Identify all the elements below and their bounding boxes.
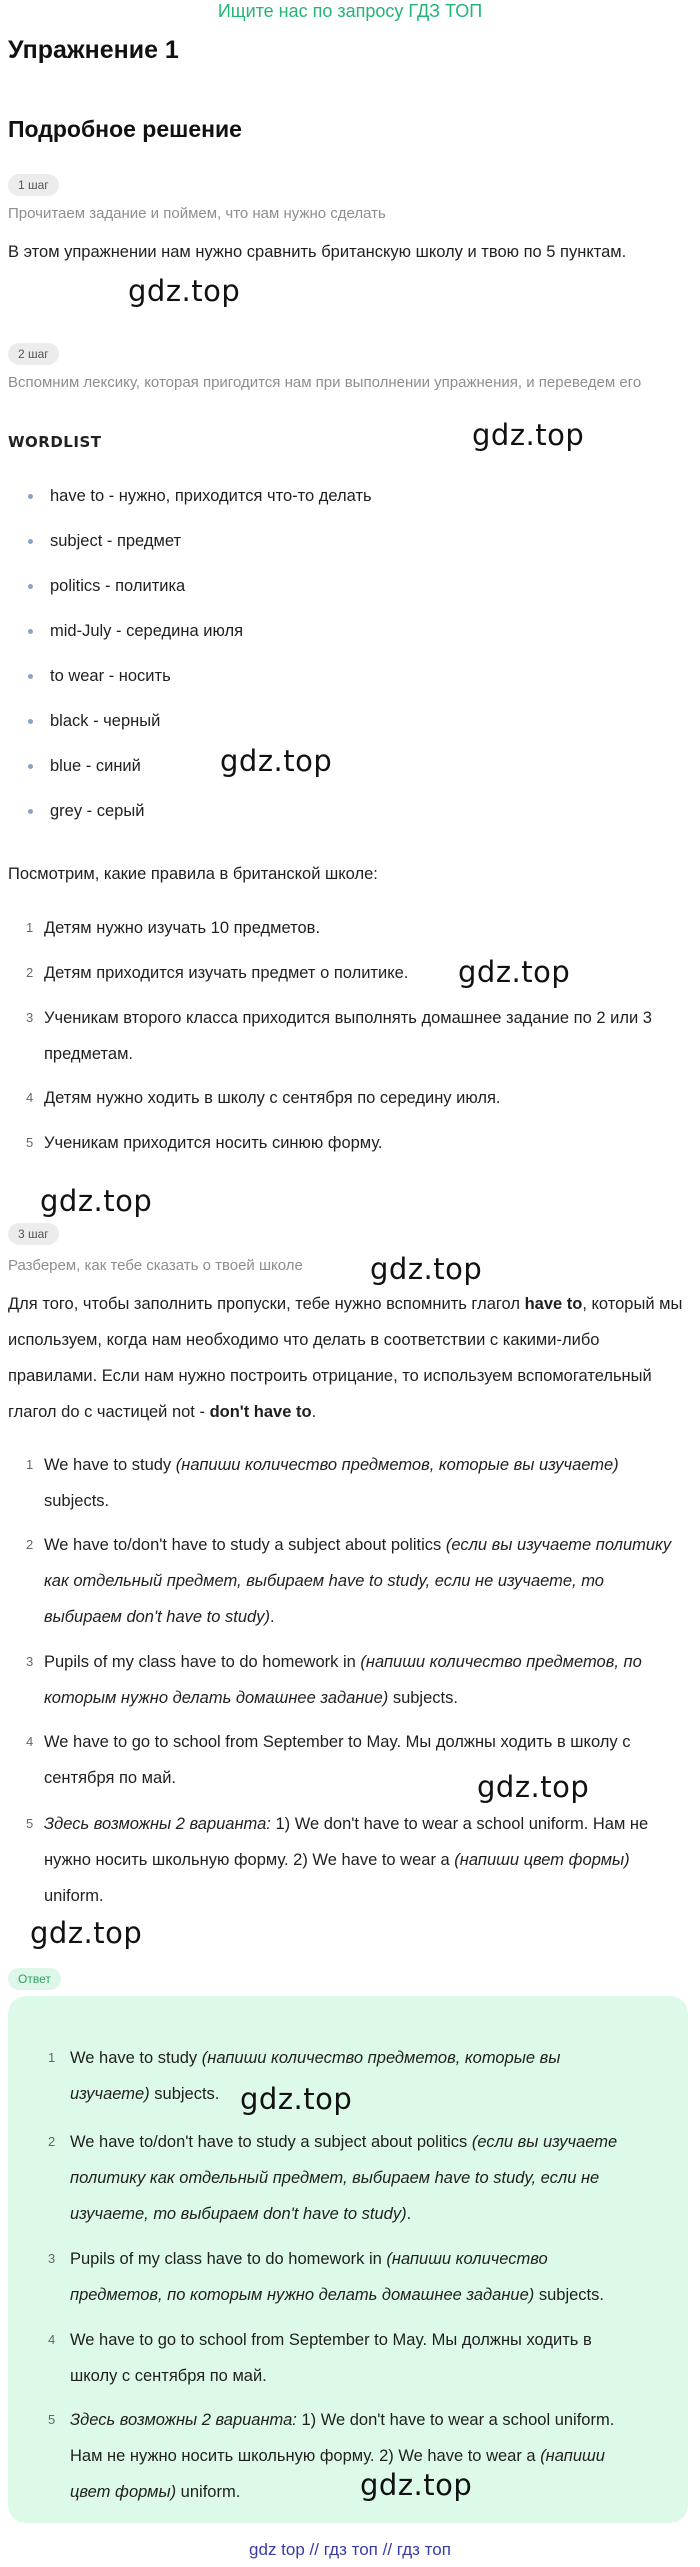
section-title: Подробное решение [8, 116, 242, 142]
item-number: 1 [48, 2050, 56, 2065]
item-italic: (если вы изучаете политику как отдельный предмет, выбираем have to study, если не изучаете, то выбираем don't have to study) [70, 2133, 618, 2223]
step-1-text: В этом упражнении нам нужно сравнить британскую школу и твою по 5 пунктам. [8, 243, 627, 261]
watermark: gdz.top [240, 2082, 353, 2116]
item-part: uniform. [176, 2483, 241, 2501]
item-number: 4 [48, 2332, 56, 2347]
item-part: Pupils of my class have to do homework in [44, 1653, 361, 1671]
footer-link[interactable]: гдз топ [396, 2540, 451, 2559]
item-part: We have to go to school from September to May. Мы должны ходить в школу с сентября по май. [44, 1733, 631, 1787]
rule-text: Детям нужно ходить в школу с сентября по середину июля. [44, 1089, 501, 1107]
wordlist-title: WORDLIST [8, 433, 102, 451]
watermark: gdz.top [220, 744, 333, 778]
watermark: gdz.top [360, 2468, 473, 2502]
item-italic: (напиши количество предметов, по которым нужно делать домашнее задание) [70, 2250, 548, 2304]
rule-item [26, 1080, 686, 1116]
exercise-item [26, 1447, 686, 1519]
item-text [48, 2241, 628, 2313]
rule-number: 2 [26, 965, 34, 980]
item-part: We have to study [70, 2049, 202, 2067]
word-list [8, 482, 680, 842]
rule-number: 1 [26, 920, 34, 935]
footer-separator: // [309, 2540, 319, 2559]
item-text [26, 1644, 686, 1716]
item-number: 5 [48, 2412, 56, 2427]
watermark: gdz.top [472, 418, 585, 452]
step-3-hint: Разберем, как тебе сказать о твоей школе [8, 1257, 303, 1274]
item-part: subjects. [44, 1492, 110, 1510]
item-italic: (напиши количество предметов, которые вы изучаете) [70, 2049, 561, 2103]
item-number: 4 [26, 1734, 34, 1749]
item-italic: Здесь возможны 2 варианта: [70, 2411, 297, 2429]
answer-item [48, 2241, 628, 2313]
rule-number: 5 [26, 1135, 34, 1150]
item-italic: (если вы изучаете политику как отдельный предмет, выбираем have to study, если не изучаете, то выбираем don't have to study) [44, 1536, 672, 1626]
item-part: . [406, 2205, 412, 2223]
step-1-badge: 1 шаг [8, 174, 59, 196]
watermark: gdz.top [40, 1184, 153, 1218]
watermark: gdz.top [458, 955, 571, 989]
footer-links [0, 2538, 700, 2562]
rule-text: Детям приходится изучать предмет о политике. [44, 964, 409, 982]
item-part: . [269, 1608, 275, 1626]
step-3-intro [8, 1286, 688, 1430]
watermark: gdz.top [477, 1770, 590, 1804]
intro-text: , который мы используем, когда нам необходимо что делать в соответствии с какими-либо правилами. Если нам нужно построить отрицание, то используем вспомогательный глагол do с частицей not - [8, 1295, 683, 1421]
item-italic: (напиши цвет формы) [70, 2447, 605, 2501]
item-part: We have to study [44, 1456, 176, 1474]
exercise-item [26, 1527, 686, 1635]
intro-bold: have to [524, 1295, 583, 1313]
item-text [26, 1806, 686, 1914]
item-part: We have to/don't have to study a subject about politics [44, 1536, 446, 1554]
item-part: subjects. [388, 1689, 458, 1707]
rule-text: Ученикам второго класса приходится выполнять домашнее задание по 2 или 3 предметам. [44, 1009, 652, 1063]
rule-item [26, 1000, 686, 1072]
list-item: blue - синий [8, 752, 680, 797]
rule-text: Детям нужно изучать 10 предметов. [44, 919, 321, 937]
intro-bold: don't have to [209, 1403, 312, 1421]
item-number: 1 [26, 1457, 34, 1472]
list-item: mid-July - середина июля [8, 617, 680, 662]
item-text [48, 2402, 628, 2510]
item-part: subjects. [149, 2085, 220, 2103]
answer-item [48, 2402, 628, 2510]
item-text [48, 2322, 628, 2394]
item-number: 2 [26, 1537, 34, 1552]
page-title: Упражнение 1 [8, 36, 179, 64]
item-text [48, 2124, 628, 2232]
watermark: gdz.top [30, 1916, 143, 1950]
step-1-hint: Прочитаем задание и поймем, что нам нужно сделать [8, 205, 386, 222]
item-number: 3 [48, 2251, 56, 2266]
item-part: We have to/don't have to study a subject about politics [70, 2133, 472, 2151]
watermark: gdz.top [370, 1252, 483, 1286]
list-item: black - черный [8, 707, 680, 752]
list-item: have to - нужно, приходится что-то делать [8, 482, 680, 527]
list-item: politics - политика [8, 572, 680, 617]
item-italic: (напиши количество предметов, по которым нужно делать домашнее задание) [44, 1653, 642, 1707]
answer-badge: Ответ [8, 1968, 61, 1990]
rule-text: Ученикам приходится носить синюю форму. [44, 1134, 383, 1152]
rule-number: 3 [26, 1010, 34, 1025]
item-number: 2 [48, 2134, 56, 2149]
item-part: We have to go to school from September to May. Мы должны ходить в школу с сентября по май. [70, 2331, 592, 2385]
step-2-hint: Вспомним лексику, которая пригодится нам при выполнении упражнения, и переведем его [8, 374, 642, 391]
footer-separator: // [382, 2540, 393, 2559]
rule-item [26, 1125, 686, 1161]
watermark: gdz.top [128, 274, 241, 308]
item-italic: Здесь возможны 2 варианта: [44, 1815, 271, 1833]
rule-item [26, 910, 686, 946]
step-3-badge: 3 шаг [8, 1223, 59, 1245]
item-text [26, 1447, 686, 1519]
item-number: 3 [26, 1654, 34, 1669]
item-part: uniform. [44, 1887, 104, 1905]
item-part: 1) We don't have to wear a school uniform. Нам не нужно носить школьную форму. 2) We have to wear a [44, 1815, 649, 1869]
item-part: subjects. [534, 2286, 604, 2304]
intro-text: . [311, 1403, 317, 1421]
answer-item [48, 2124, 628, 2232]
footer-link[interactable]: гдз топ [323, 2540, 378, 2559]
item-italic: (напиши цвет формы) [454, 1851, 630, 1869]
footer-link[interactable]: gdz top [249, 2540, 305, 2559]
list-item: subject - предмет [8, 527, 680, 572]
item-italic: (напиши количество предметов, которые вы изучаете) [175, 1456, 619, 1474]
list-item: to wear - носить [8, 662, 680, 707]
item-number: 5 [26, 1816, 34, 1831]
promo-banner[interactable]: Ищите нас по запросу ГДЗ ТОП [217, 1, 483, 21]
rules-intro: Посмотрим, какие правила в британской школе: [8, 865, 378, 883]
item-text [26, 1527, 686, 1635]
list-item: grey - серый [8, 797, 680, 842]
answer-item [48, 2322, 628, 2394]
exercise-item [26, 1806, 686, 1914]
item-part: Pupils of my class have to do homework in [70, 2250, 387, 2268]
rule-number: 4 [26, 1090, 34, 1105]
item-part: 1) We don't have to wear a school uniform. Нам не нужно носить школьную форму. 2) We have to wear a [70, 2411, 615, 2465]
exercise-item [26, 1644, 686, 1716]
rule-item [26, 955, 686, 991]
intro-text: Для того, чтобы заполнить пропуски, тебе нужно вспомнить глагол [8, 1295, 525, 1313]
step-2-badge: 2 шаг [8, 343, 59, 365]
